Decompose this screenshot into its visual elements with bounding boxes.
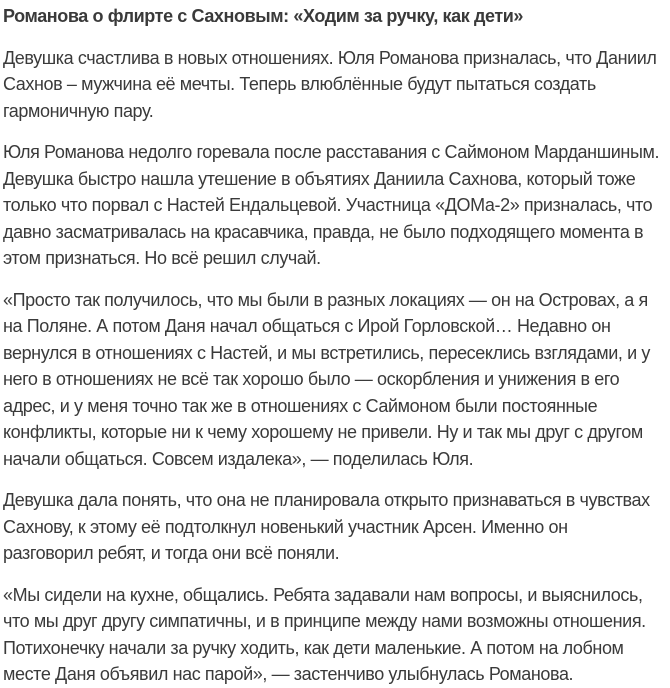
article-paragraph-1: Девушка счастлива в новых отношениях. Юля Романова призналась, что Даниил Сахнов – мужчина её мечты. Теперь влюблённые будут пытаться создать гармоничную пару. [3, 47, 657, 121]
article-paragraph-3: «Просто так получилось, что мы были в разных локациях — он на Островах, а я на Поляне. А потом Даня начал общаться с Ирой Горловской… Недавно он вернулся в отношениях с Настей, и мы встретились, пересеклись взглядами, и у него в отношениях не всё так хорошо было — оскорбления и унижения в его адрес, и у меня точно так же в отношениях с Саймоном были постоянные конфликты, которые ни к чему хорошему не привели. Ну и так мы друг с другом начали общаться. Совсем издалека», — поделилась Юля. [3, 289, 650, 469]
article-paragraph-5: «Мы сидели на кухне, общались. Ребята задавали нам вопросы, и выяснилось, что мы друг другу симпатичны, и в принципе между нами возможны отношения. Потихонечку начали за ручку ходить, как дети маленькие. А потом на лобном месте Даня объявил нас парой», — застенчиво улыбнулась Романова. [3, 584, 646, 684]
article-paragraph-2: Юля Романова недолго горевала после расставания с Саймоном Марданшиным. Девушка быстро нашла утешение в объятиях Даниила Сахнова, который тоже только что порвал с Настей Ендальцевой. Участница «ДОМа-2» призналась, что давно засматривалась на красавчика, правда, не было подходящего момента в этом признаться. Но всё решил случай. [3, 142, 660, 268]
article-title: Романова о флирте с Сахновым: «Ходим за ручку, как дети» [3, 6, 524, 26]
article-paragraph-4: Девушка дала понять, что она не планировала открыто признаваться в чувствах Сахнову, к этому её подтолкнул новенький участник Арсен. Именно он разговорил ребят, и тогда они всё поняли. [3, 490, 650, 563]
